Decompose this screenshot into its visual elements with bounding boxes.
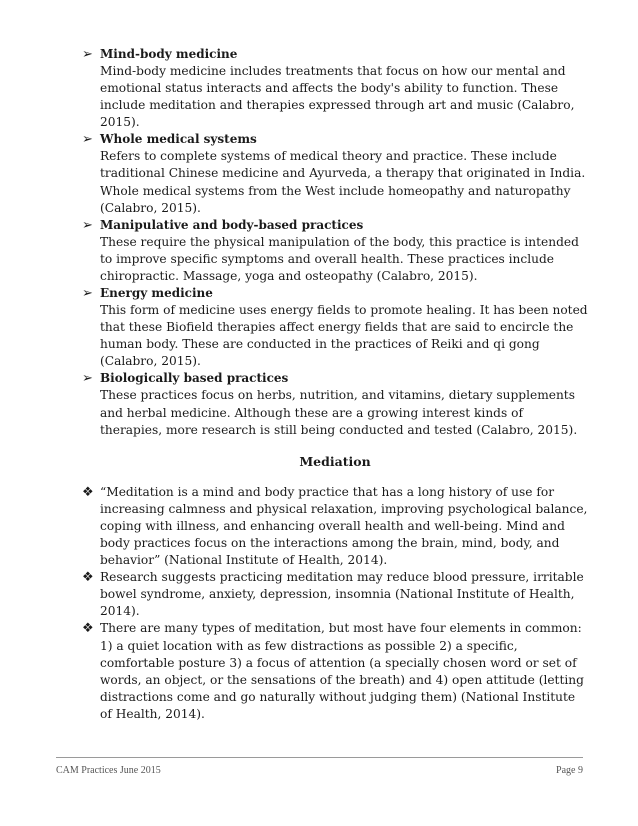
page-content: [82, 46, 588, 723]
section-heading: Mediation: [299, 453, 371, 469]
item-text: Mind-body medicine includes treatments that focus on how our mental and emotional status interacts and affects the body's ability to function. These include meditation and therapies expressed through art and music (Calabro, 2015).: [100, 64, 575, 130]
item-text: These practices focus on herbs, nutrition, and vitamins, dietary supplements and herbal medicine. Although these are a growing interest kinds of therapies, more research is still being conducted and tested (Calabro, 2015).: [100, 388, 578, 437]
item-title: Manipulative and body-based practices: [100, 217, 364, 232]
list-item-whole-medical-systems: [82, 131, 588, 216]
list-item-energy-medicine: [82, 285, 588, 370]
list-item-mind-body: [82, 46, 588, 131]
item-text: These require the physical manipulation of the body, this practice is intended to improve specific symptoms and overall health. These practices include chiropractic. Massage, yoga and osteopathy (Calabro, 2015).: [100, 234, 579, 283]
page-footer: [56, 757, 583, 776]
arrow-bullet-icon: ➢: [82, 286, 93, 302]
list-item-meditation-types: [82, 620, 588, 723]
list-item-meditation-definition: [82, 484, 588, 569]
list-item-meditation-research: [82, 569, 588, 620]
item-text: “Meditation is a mind and body practice that has a long history of use for increasing calmness and physical relaxation, improving psychological balance, coping with illness, and enhancing overall health and well-being. Mind and body practices focus on the interactions among the brain, mind, body, and behavior” (National Institute of Health, 2014).: [100, 484, 588, 568]
list-item-biologically-based: [82, 370, 588, 438]
item-text: There are many types of meditation, but most have four elements in common: 1) a quiet location with as few distractions as possible 2) a specific, comfortable posture 3) a focus of attention (a specially chosen word or set of words, an object, or the sensations of the breath) and 4) open attitude (letting distractions come and go naturally without judging them) (National Institute of Health, 2014).: [100, 621, 584, 721]
item-title: Mind-body medicine: [100, 47, 238, 61]
arrow-bullet-icon: ➢: [82, 47, 93, 62]
item-title: Energy medicine: [100, 286, 213, 301]
item-title: Biologically based practices: [100, 371, 289, 386]
diamond-bullet-icon: ❖: [82, 570, 94, 586]
item-text: Research suggests practicing meditation may reduce blood pressure, irritable bowel syndrome, anxiety, depression, insomnia (National Institute of Health, 2014).: [100, 570, 584, 619]
page-number: Page 9: [556, 765, 583, 776]
item-text: Refers to complete systems of medical theory and practice. These include traditional Chinese medicine and Ayurveda, a therapy that originated in India. Whole medical systems from the West include homeopathy and naturopathy (Calabro, 2015).: [100, 149, 586, 215]
item-text: This form of medicine uses energy fields to promote healing. It has been noted that these Biofield therapies affect energy fields that are said to encircle the human body. These are conducted in the practices of Reiki and qi gong (Calabro, 2015).: [100, 303, 588, 369]
footer-title: CAM Practices June 2015: [56, 765, 161, 776]
diamond-bullet-icon: ❖: [82, 484, 94, 500]
arrow-bullet-icon: ➢: [82, 217, 93, 233]
arrow-bullet-icon: ➢: [82, 132, 93, 148]
list-item-manipulative-practices: [82, 217, 588, 285]
arrow-bullet-icon: ➢: [82, 371, 93, 387]
diamond-bullet-icon: ❖: [82, 621, 94, 637]
item-title: Whole medical systems: [100, 132, 257, 147]
